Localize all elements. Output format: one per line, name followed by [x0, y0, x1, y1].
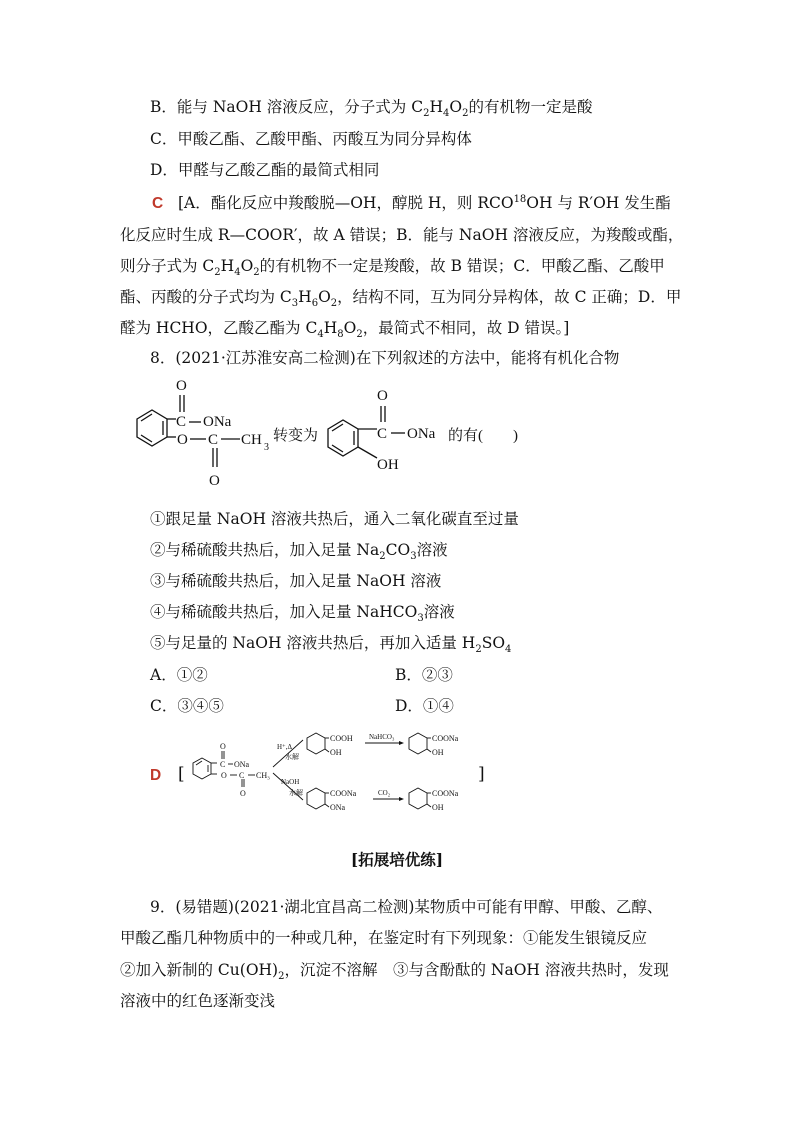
- scheme-benzene-start: [193, 758, 211, 779]
- q8-structures: [115, 372, 535, 497]
- left-o-ring: O: [177, 432, 188, 448]
- left-ona: ONa: [203, 414, 232, 430]
- label-co2: CO₂: [378, 789, 391, 797]
- lp-coona: COONa: [432, 789, 459, 798]
- benzene-ring-right: [328, 420, 358, 456]
- q9-line3: ②加入新制的 $Cu(OH)_2$，沉淀不溶解 ③与含酚酞的 NaOH 溶液共热时，发现: [120, 961, 669, 983]
- q9-line4: 溶液中的红色逐渐变浅: [120, 992, 276, 1010]
- q8-item-2: ②与稀硫酸共热后，加入足量 $Na_2CO_3$溶液: [150, 541, 448, 563]
- q8-item-5: ⑤与足量的 NaOH 溶液共热后，再加入适量 $H_2SO_4$: [150, 634, 512, 656]
- prev-answer-line3: 则分子式为 $C_2H_4O_2$的有机物不一定是羧酸，故 B 错误；C．甲酸乙酯、乙酸甲: [120, 257, 665, 279]
- up-oh: OH: [432, 748, 444, 757]
- prev-answer-line2: 化反应时生成 R—COOR′，故 A 错误；B．能与 NaOH 溶液反应，为羧酸或酯，: [120, 226, 684, 244]
- um-oh: OH: [330, 748, 342, 757]
- s-o2: O: [221, 771, 227, 780]
- prev-answer-line5: 醛为 HCHO，乙酸乙酯为 $C_4H_8O_2$，最简式不相同，故 D 错误。]: [120, 319, 570, 341]
- left-ch3-sub: 3: [264, 442, 269, 453]
- label-nahco3: NaHCO₃: [369, 733, 395, 741]
- lm-coona: COONa: [330, 789, 357, 798]
- left-c2: C: [208, 432, 219, 448]
- q8-answer: [150, 765, 161, 786]
- prev-answer-line1: C [A．酯化反应中羧酸脱—OH，醇脱 H，则 RCO$^{18}$OH 与 R′OH 发生酯: [152, 193, 671, 212]
- s-c1: C: [220, 760, 226, 769]
- q8-item-3: ③与稀硫酸共热后，加入足量 NaOH 溶液: [150, 572, 442, 590]
- scheme-start-bonds: [211, 751, 255, 787]
- s-o3: O: [240, 789, 246, 798]
- q8-item-4: ④与稀硫酸共热后，加入足量 NaHCO$_3$溶液: [150, 603, 455, 625]
- left-o-top: O: [176, 378, 187, 394]
- benzene-ring-left: [137, 410, 167, 446]
- tail-text: 的有( ): [448, 428, 518, 444]
- label-naoh: NaOH: [281, 778, 300, 786]
- lp-oh: OH: [432, 803, 444, 812]
- up-coona: COONa: [432, 734, 459, 743]
- left-o-bottom: O: [209, 473, 220, 489]
- s-c2: C: [239, 771, 245, 780]
- q8-stem: 8．(2021·江苏淮安高二检测)在下列叙述的方法中，能将有机化合物: [150, 349, 620, 367]
- s-ch3: CH₃: [256, 771, 270, 780]
- um-cooh: COOH: [330, 734, 353, 743]
- left-bonds: [167, 395, 240, 467]
- lm-ona: ONa: [330, 803, 346, 812]
- q9-line1: 9．(易错题)(2021·湖北宜昌高二检测)某物质中可能有甲醇、甲酸、乙醇、: [150, 898, 663, 916]
- scheme-benzene-upper-prod: [409, 733, 427, 754]
- bracket-open: [: [178, 764, 185, 784]
- right-ona: ONa: [407, 426, 436, 442]
- scheme-benzene-lower-mid: [307, 788, 325, 809]
- right-oh: OH: [377, 457, 399, 473]
- prev-answer-line4: 酯、丙酸的分子式均为 $C_3H_6O_2$，结构不同，互为同分异构体，故 C 正确；D．甲: [120, 288, 682, 310]
- s-ona: ONa: [234, 760, 250, 769]
- left-c1: C: [176, 414, 187, 430]
- q8-item-1: ①跟足量 NaOH 溶液共热后，通入二氧化碳直至过量: [150, 510, 519, 528]
- left-ch3: CH: [241, 432, 262, 448]
- q8-option-a: A．①②: [150, 666, 208, 684]
- scheme-benzene-upper-mid: [307, 733, 325, 754]
- option-d-prev: D．甲醛与乙酸乙酯的最简式相同: [150, 161, 380, 179]
- bracket-close: ]: [478, 764, 485, 784]
- label-h-delta: H⁺,Δ: [277, 743, 293, 751]
- convert-text: 转变为: [273, 428, 319, 444]
- section-title: [拓展培优练]: [350, 850, 444, 869]
- q8-answer-letter: D: [150, 767, 162, 784]
- right-c: C: [377, 426, 388, 442]
- answer-letter: C: [152, 195, 164, 212]
- q8-option-c: C．③④⑤: [150, 697, 224, 715]
- q8-option-b: B．②③: [395, 666, 453, 684]
- label-water-2: 水解: [289, 789, 303, 797]
- label-water-1: 水解: [285, 753, 299, 761]
- right-o-top: O: [377, 388, 388, 404]
- scheme-benzene-lower-prod: [409, 788, 427, 809]
- reaction-scheme: [185, 723, 485, 823]
- s-o1: O: [220, 742, 226, 751]
- option-c-prev: C．甲酸乙酯、乙酸甲酯、丙酸互为同分异构体: [150, 130, 472, 148]
- q8-option-d: D．①④: [395, 697, 454, 715]
- q9-line2: 甲酸乙酯几种物质中的一种或几种，在鉴定时有下列现象：①能发生银镜反应: [120, 929, 648, 947]
- option-b-prev: B．能与 NaOH 溶液反应，分子式为 $C_2H_4O_2$的有机物一定是酸: [150, 98, 593, 120]
